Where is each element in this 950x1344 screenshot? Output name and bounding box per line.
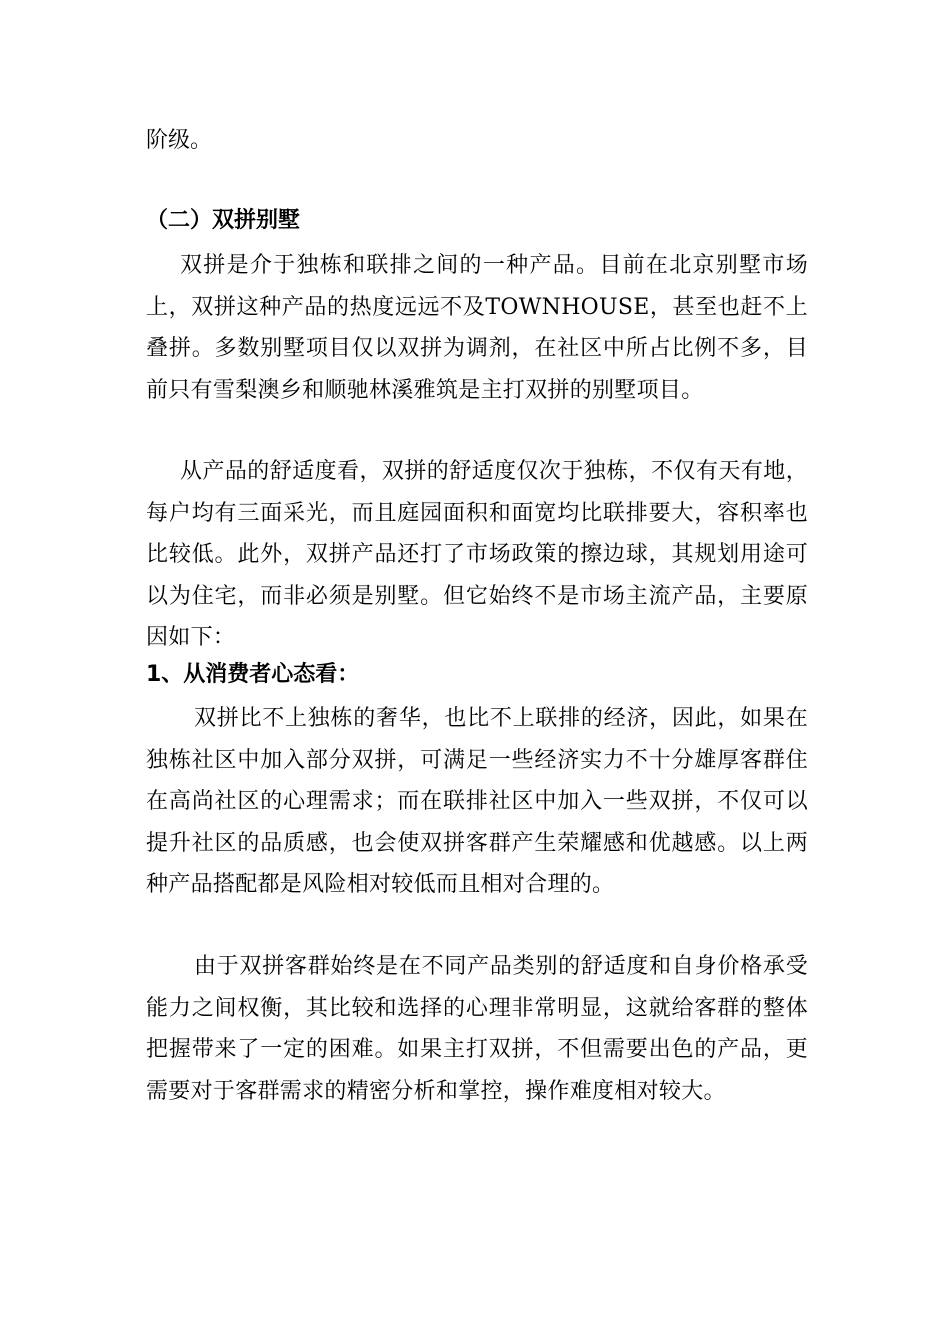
sub-paragraph-1: 双拼比不上独栋的奢华，也比不上联排的经济，因此，如果在独栋社区中加入部分双拼，可满足一些经济实力不十分雄厚客群住在高尚社区的心理需求；而在联排社区中加入一些双拼，不仅可以提升社区的品质感，也会使双拼客群产生荣耀感和优越感。以上两种产品搭配都是风险相对较低而且相对合理的。 [146, 706, 808, 897]
subheading: 1、从消费者心态看： [146, 662, 360, 687]
paragraph-2: 从产品的舒适度看，双拼的舒适度仅次于独栋，不仅有天有地，每户均有三面采光，而且庭园面积和面宽均比联排要大，容积率也比较低。此外，双拼产品还打了市场政策的擦边球，其规划用途可以为住宅，而非必须是别墅。但它始终不是市场主流产品，主要原因如下： [146, 459, 808, 650]
section-heading: （二）双拼别墅 [146, 208, 301, 233]
sub-paragraph-2: 由于双拼客群始终是在不同产品类别的舒适度和自身价格承受能力之间权衡，其比较和选择的心理非常明显，这就给客群的整体把握带来了一定的困难。如果主打双拼，不但需要出色的产品，更需要对于客群需求的精密分析和掌控，操作难度相对较大。 [146, 954, 808, 1104]
paragraph-1: 双拼是介于独栋和联排之间的一种产品。目前在北京别墅市场上，双拼这种产品的热度远远不及TOWNHOUSE，甚至也赶不上叠拼。多数别墅项目仅以双拼为调剂，在社区中所占比例不多，目前只有雪梨澳乡和顺驰林溪雅筑是主打双拼的别墅项目。 [146, 253, 808, 403]
continuation-text: 阶级。 [146, 128, 213, 153]
